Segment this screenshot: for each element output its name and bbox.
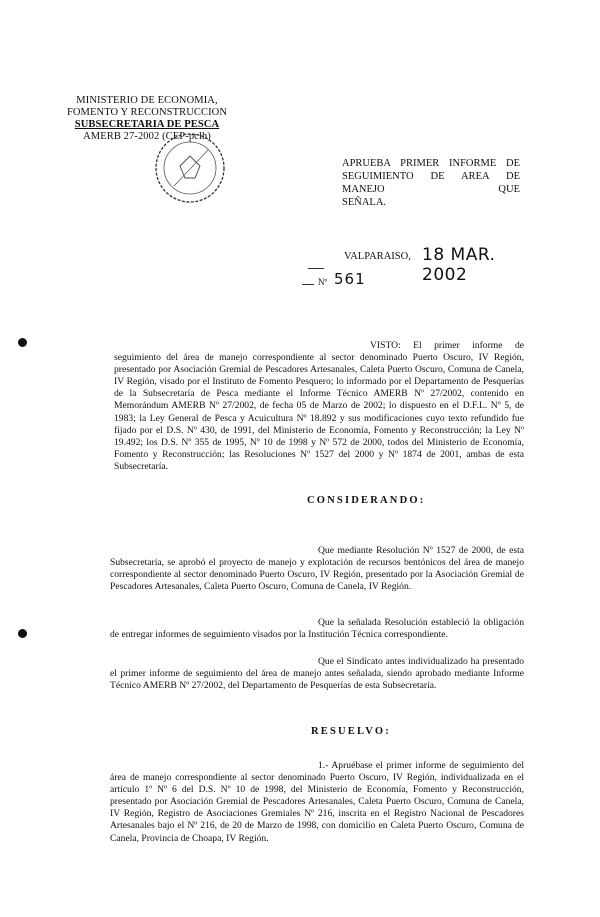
mark-dash <box>308 268 324 269</box>
official-seal <box>150 128 230 208</box>
ministry-name: MINISTERIO DE ECONOMIA, <box>76 95 218 106</box>
considerando-text-2: Que la señalada Resolución estableció la obligación de entregar informes de seguimiento visados por la Institución Técnica correspondiente. <box>110 617 524 641</box>
considerando-text-1: Que mediante Resolución Nº 1527 de 2000, de esta Subsecretaría, se aprobó el proyecto de manejo y explotación de recursos bentónicos del área de manejo correspondiente al sector denominado Puerto Oscuro, IV Región, presentado por la Asociación Gremial de Pescadores Artesanales, Caleta Puerto Oscuro, Comuna de Canela, IV Región. <box>110 545 524 593</box>
punch-hole-top <box>18 338 27 347</box>
subject-line-3: SEÑALA. <box>342 197 387 208</box>
resolution-number: 561 <box>334 270 366 288</box>
considerando-paragraph-1 <box>110 545 524 593</box>
visto-paragraph <box>114 340 524 473</box>
subsecretaria-name: SUBSECRETARIA DE PESCA <box>74 119 220 130</box>
resuelvo-text-1: 1.- Apruébase el primer informe de seguimiento del área de manejo correspondiente al sector denominado Puerto Oscuro, IV Región, individualizada en el artículo 1º Nº 6 del D.S. Nº 10 de 1998, del Ministerio de Economía, Fomento y Reconstrucción, presentado por Asociación Gremial de Pescadores Artesanales, Caleta Puerto Oscuro, Comuna de Canela, IV Región, Registro de Asociaciones Gremiales Nº 216, inscrita en el Registro Nacional de Pescadores Artesanales bajo el Nº 216, de 20 de Marzo de 1998, con domicilio en Caleta Puerto Oscuro, Comuna de Canela, Provincia de Choapa, IV Región. <box>110 760 524 844</box>
number-prefix: Nº <box>318 277 328 287</box>
date-stamp: 18 MAR. 2002 <box>422 245 496 285</box>
considerando-paragraph-3 <box>110 656 524 692</box>
resuelvo-paragraph-1 <box>110 760 524 845</box>
subject-line-1: APRUEBA PRIMER INFORME DE <box>342 158 520 169</box>
visto-text: VISTO: El primer informe de seguimiento del área de manejo correspondiente al sector denominado Puerto Oscuro, IV Región, presentado por Asociación Gremial de Pescadores Artesanales, Caleta Puerto Oscuro, Comuna de Canela, IV Región, visado por el Instituto de Fomento Pesquero; lo informado por el Departamento de Pesquerías de la Subsecretaría de Pesca mediante el Informe Técnico AMERB Nº 27/2002, contenido en Memorándum AMERB Nº 27/2002, de fecha 05 de Marzo de 2002; lo dispuesto en el D.F.L. Nº 5, de 1983; la Ley General de Pesca y Acuicultura Nº 18.892 y sus modificaciones cuyo texto refundido fue fijado por el D.S. Nº 430, de 1991, del Ministerio de Economía, Fomento y Reconstrucción; la Ley Nº 19.492; los D.S. Nº 355 de 1995, Nº 10 de 1998 y Nº 572 de 2000, todos del Ministerio de Economía, Fomento y Reconstrucción; las Resoluciones Nº 1527 del 2000 y Nº 1874 de 2001, ambas de esta Subsecretaría. <box>114 340 524 472</box>
mark-dash-2 <box>302 284 314 285</box>
considerando-text-3: Que el Sindicato antes individualizado ha presentado el primer informe de seguimiento del área de manejo antes señalada, siendo aprobado mediante Informe Técnico AMERB Nº 27/2002, del Departamento de Pesquerías de esta Subsecretaría. <box>110 656 524 692</box>
considerando-heading: CONSIDERANDO: <box>307 495 426 506</box>
punch-hole-bottom <box>18 629 27 638</box>
resuelvo-heading: RESUELVO: <box>311 726 391 737</box>
ministry-name-2: FOMENTO Y RECONSTRUCCION <box>66 107 228 118</box>
resolution-number-row <box>300 264 420 294</box>
subject-line-2: SEGUIMIENTO DE AREA DE MANEJO QUE <box>342 171 520 195</box>
place-label: VALPARAISO, <box>344 251 411 262</box>
considerando-paragraph-2 <box>110 617 524 641</box>
resolution-subject <box>342 157 520 209</box>
file-reference: AMERB 27-2002 (CEP-pclh) <box>83 131 211 142</box>
